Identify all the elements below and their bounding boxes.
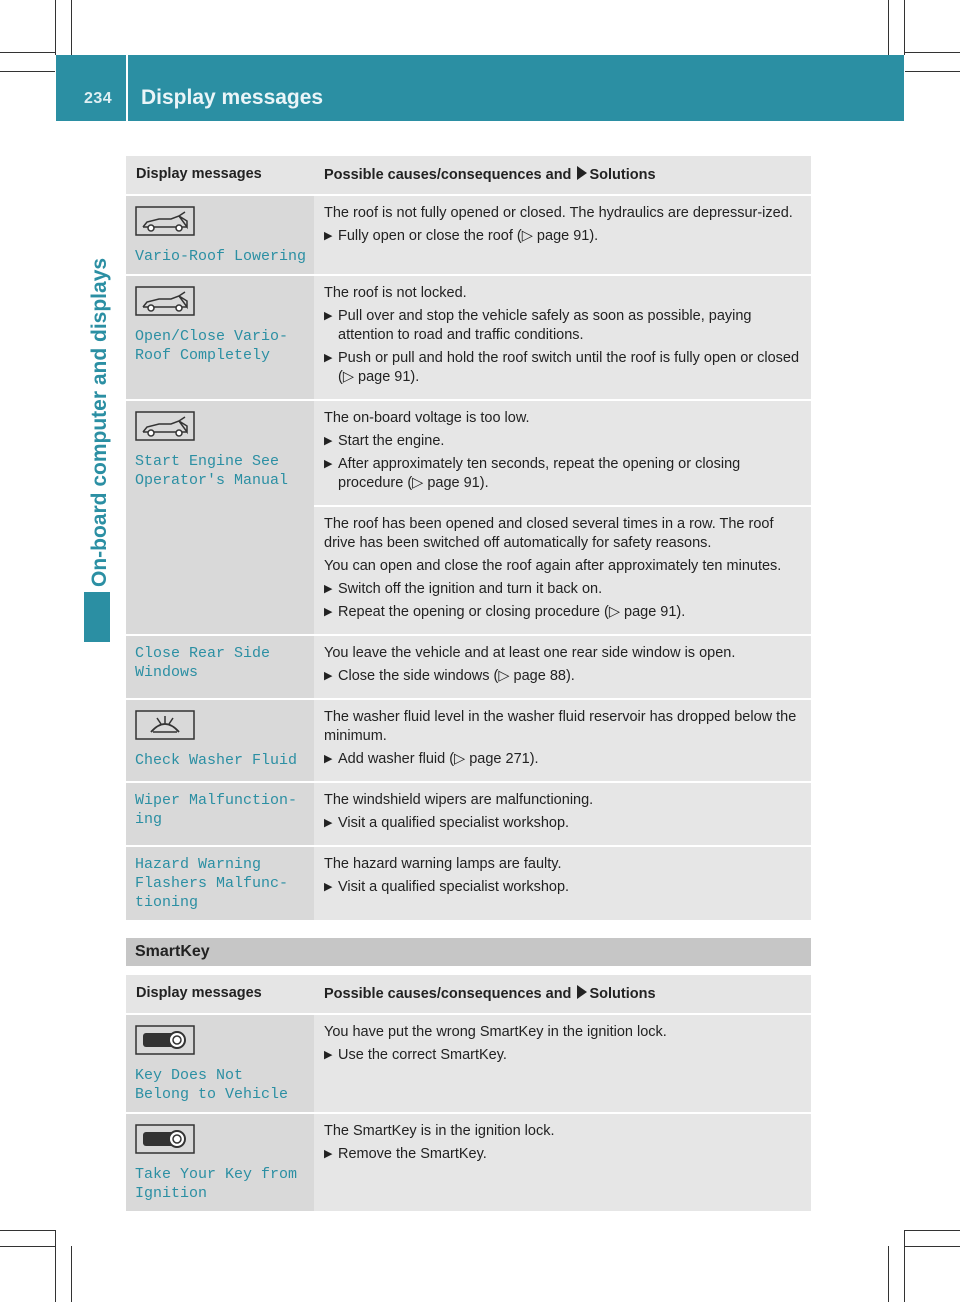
table-row bbox=[126, 401, 811, 505]
table-header-row bbox=[126, 156, 811, 194]
crop-mark bbox=[0, 1230, 55, 1231]
solution-cell bbox=[314, 636, 811, 698]
display-message-text: Operator's Manual bbox=[135, 472, 289, 489]
side-chapter-tab bbox=[84, 121, 110, 641]
solution-cell bbox=[314, 196, 811, 274]
chapter-marker bbox=[84, 592, 110, 642]
page-number: 234 bbox=[84, 90, 113, 107]
table-row bbox=[126, 847, 811, 920]
step-text: Visit a qualified specialist workshop. bbox=[338, 879, 570, 895]
message-cell bbox=[126, 636, 314, 698]
cause-text: The washer fluid level in the washer fluid reservoir has dropped below the minimum. bbox=[324, 709, 797, 744]
crop-mark bbox=[904, 52, 960, 53]
display-message-text: Windows bbox=[135, 664, 199, 681]
solution-step bbox=[324, 750, 803, 769]
crop-mark bbox=[0, 52, 56, 53]
table-row bbox=[126, 1015, 811, 1112]
step-arrow-icon: ▶ bbox=[324, 606, 333, 618]
message-cell bbox=[126, 1015, 314, 1112]
table-header-row bbox=[126, 975, 811, 1013]
column-header-text: Solutions bbox=[589, 167, 656, 183]
convertible-roof-icon bbox=[135, 286, 314, 321]
solution-step bbox=[324, 349, 803, 387]
cause-text: The roof is not locked. bbox=[324, 285, 467, 301]
display-messages-table bbox=[126, 154, 811, 922]
message-cell bbox=[126, 700, 314, 781]
column-header: Display messages bbox=[126, 975, 314, 1013]
cause-text: You have put the wrong SmartKey in the ignition lock. bbox=[324, 1024, 667, 1040]
column-header-text: Possible causes/consequences and bbox=[324, 167, 572, 183]
step-text: Use the correct SmartKey. bbox=[338, 1047, 507, 1063]
column-header bbox=[314, 156, 811, 194]
crop-mark bbox=[0, 1246, 55, 1247]
display-message-text: Close Rear Side bbox=[135, 645, 271, 662]
display-message-text: ing bbox=[135, 811, 163, 828]
display-message-text: Take Your Key from bbox=[135, 1166, 298, 1183]
solution-step bbox=[324, 227, 803, 246]
step-arrow-icon: ▶ bbox=[324, 670, 333, 682]
solution-cell bbox=[314, 401, 811, 505]
step-arrow-icon: ▶ bbox=[324, 753, 333, 765]
solution-step bbox=[324, 580, 803, 599]
solution-step bbox=[324, 307, 803, 345]
solution-cell bbox=[314, 783, 811, 845]
solution-step bbox=[324, 667, 803, 686]
crop-mark bbox=[904, 0, 905, 55]
step-arrow-icon: ▶ bbox=[324, 310, 333, 322]
step-text: Repeat the opening or closing procedure (▷ page 91). bbox=[338, 604, 686, 620]
cause-text: The roof is not fully opened or closed. The hydraulics are depressur-ized. bbox=[324, 205, 793, 221]
convertible-roof-icon bbox=[135, 411, 314, 446]
solution-cell bbox=[314, 276, 811, 399]
message-cell bbox=[126, 196, 314, 274]
display-message-text: Start Engine See bbox=[135, 453, 280, 470]
solution-step bbox=[324, 1145, 803, 1164]
washer-fluid-icon bbox=[135, 710, 314, 745]
message-cell bbox=[126, 783, 314, 845]
step-arrow-icon: ▶ bbox=[324, 435, 333, 447]
crop-mark bbox=[55, 0, 56, 55]
step-text: Push or pull and hold the roof switch until the roof is fully open or closed (▷ page 91). bbox=[338, 350, 800, 385]
crop-mark bbox=[905, 1246, 960, 1247]
step-text: After approximately ten seconds, repeat the opening or closing procedure (▷ page 91). bbox=[338, 456, 741, 491]
crop-mark bbox=[905, 71, 960, 72]
crop-mark bbox=[0, 71, 55, 72]
solution-step bbox=[324, 432, 803, 451]
display-message-text: Flashers Malfunc‐ bbox=[135, 875, 289, 892]
solution-step bbox=[324, 603, 803, 622]
display-message-text: tioning bbox=[135, 894, 199, 911]
smartkey-icon bbox=[135, 1025, 314, 1060]
step-text: Start the engine. bbox=[338, 433, 445, 449]
column-header: Display messages bbox=[126, 156, 314, 194]
crop-mark bbox=[55, 1230, 56, 1302]
table-row bbox=[126, 636, 811, 698]
cause-text: You leave the vehicle and at least one rear side window is open. bbox=[324, 645, 736, 661]
solution-step bbox=[324, 455, 803, 493]
column-header-text: Possible causes/consequences and bbox=[324, 986, 572, 1002]
cause-text: The windshield wipers are malfunctioning. bbox=[324, 792, 594, 808]
display-message-text: Belong to Vehicle bbox=[135, 1086, 289, 1103]
display-message-text: Hazard Warning bbox=[135, 856, 262, 873]
step-arrow-icon: ▶ bbox=[324, 583, 333, 595]
display-message-text: Open/Close Vario- bbox=[135, 328, 289, 345]
step-text: Pull over and stop the vehicle safely as soon as possible, paying attention to road and traffic conditions. bbox=[338, 308, 752, 343]
table-row bbox=[126, 700, 811, 781]
display-message-text: Roof Completely bbox=[135, 347, 271, 364]
message-cell bbox=[126, 401, 314, 634]
step-text: Close the side windows (▷ page 88). bbox=[338, 668, 575, 684]
step-text: Fully open or close the roof (▷ page 91). bbox=[338, 228, 599, 244]
column-header-text: Solutions bbox=[589, 986, 656, 1002]
crop-mark bbox=[71, 1246, 72, 1302]
step-arrow-icon: ▶ bbox=[324, 352, 333, 364]
message-cell bbox=[126, 1114, 314, 1211]
solution-cell bbox=[314, 1114, 811, 1211]
message-cell bbox=[126, 276, 314, 399]
cause-text: The SmartKey is in the ignition lock. bbox=[324, 1123, 555, 1139]
step-text: Add washer fluid (▷ page 271). bbox=[338, 751, 539, 767]
chapter-label: On-board computer and displays bbox=[88, 257, 111, 587]
solution-cell bbox=[314, 700, 811, 781]
arrow-icon bbox=[577, 166, 587, 180]
crop-mark bbox=[71, 0, 72, 55]
display-message-text: Vario-Roof Lowering bbox=[135, 248, 307, 265]
section-title: SmartKey bbox=[135, 943, 210, 960]
message-cell bbox=[126, 847, 314, 920]
display-message-text: Key Does Not bbox=[135, 1067, 244, 1084]
solution-cell bbox=[314, 847, 811, 920]
step-arrow-icon: ▶ bbox=[324, 458, 333, 470]
step-text: Remove the SmartKey. bbox=[338, 1146, 487, 1162]
solution-step bbox=[324, 878, 803, 897]
table-row bbox=[126, 196, 811, 274]
cause-text: You can open and close the roof again after approximately ten minutes. bbox=[324, 558, 782, 574]
table-row bbox=[126, 1114, 811, 1211]
crop-mark bbox=[888, 0, 889, 55]
crop-mark bbox=[888, 1246, 889, 1302]
cause-text: The on-board voltage is too low. bbox=[324, 410, 530, 426]
solution-cell bbox=[314, 507, 811, 634]
solution-step bbox=[324, 1046, 803, 1065]
crop-mark bbox=[905, 1230, 960, 1231]
display-message-text: Check Washer Fluid bbox=[135, 752, 298, 769]
step-arrow-icon: ▶ bbox=[324, 1049, 333, 1061]
cause-text: The hazard warning lamps are faulty. bbox=[324, 856, 562, 872]
step-text: Switch off the ignition and turn it back on. bbox=[338, 581, 603, 597]
header-divider bbox=[126, 55, 128, 121]
cause-text: The roof has been opened and closed several times in a row. The roof drive has been switched off automatically for safety reasons. bbox=[324, 516, 774, 551]
column-header bbox=[314, 975, 811, 1013]
solution-cell bbox=[314, 1015, 811, 1112]
arrow-icon bbox=[577, 985, 587, 999]
crop-mark bbox=[904, 1230, 905, 1302]
step-arrow-icon: ▶ bbox=[324, 881, 333, 893]
step-text: Visit a qualified specialist workshop. bbox=[338, 815, 570, 831]
convertible-roof-icon bbox=[135, 206, 314, 241]
solution-step bbox=[324, 814, 803, 833]
step-arrow-icon: ▶ bbox=[324, 230, 333, 242]
display-message-text: Wiper Malfunction‐ bbox=[135, 792, 298, 809]
section-header-smartkey bbox=[126, 938, 811, 966]
display-message-text: Ignition bbox=[135, 1185, 208, 1202]
page-title: Display messages bbox=[141, 86, 324, 109]
table-row bbox=[126, 783, 811, 845]
table-row bbox=[126, 276, 811, 399]
smartkey-icon bbox=[135, 1124, 314, 1159]
smartkey-messages-table bbox=[126, 973, 811, 1213]
step-arrow-icon: ▶ bbox=[324, 1148, 333, 1160]
step-arrow-icon: ▶ bbox=[324, 817, 333, 829]
